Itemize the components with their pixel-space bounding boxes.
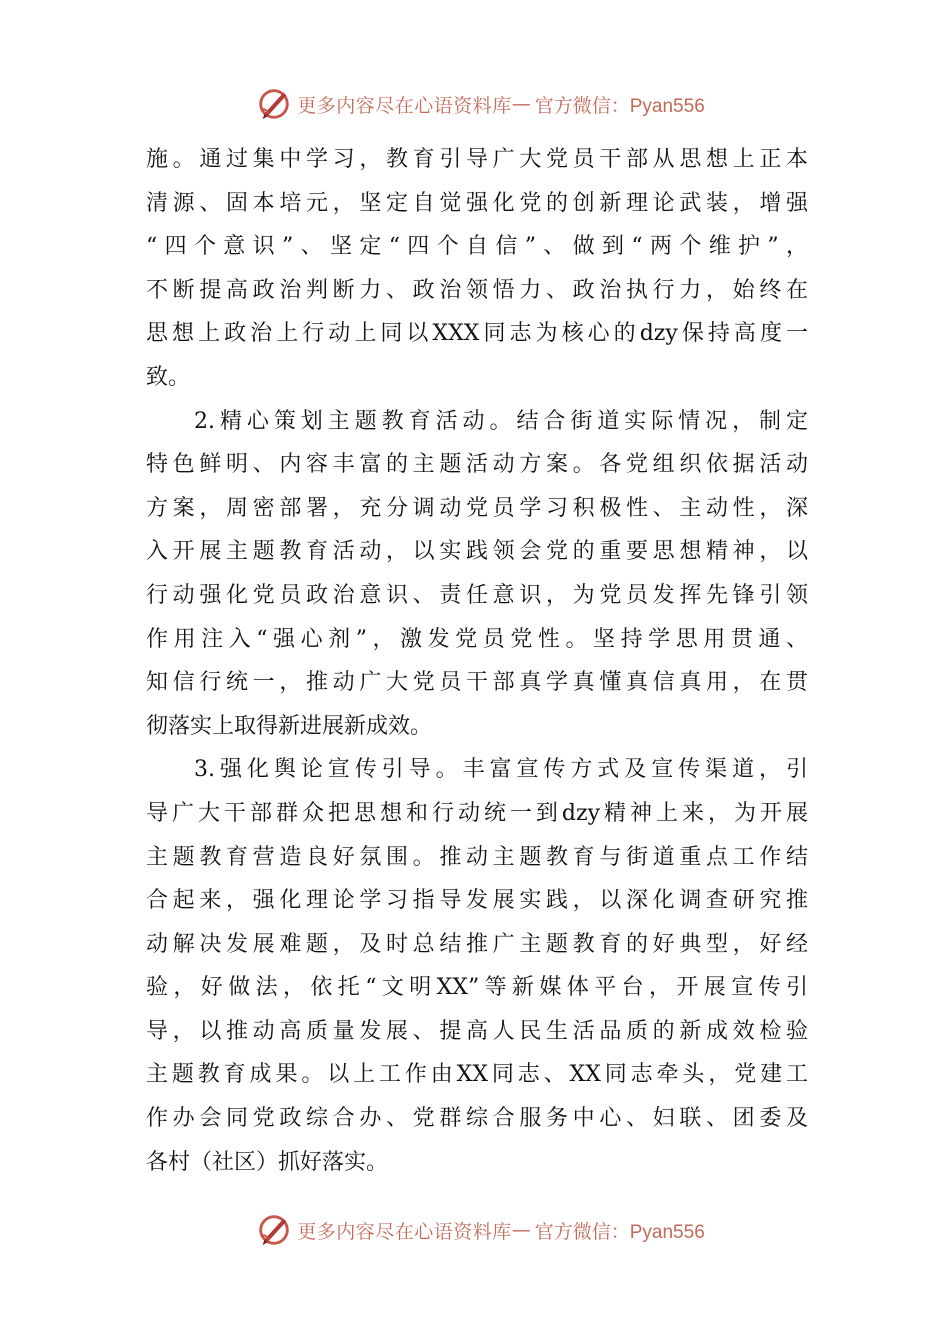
- watermark-separator: —: [511, 93, 531, 115]
- text-line: 清源、固本培元，坚定自觉强化党的创新理论武装，增强: [146, 190, 808, 216]
- text-line: 3.强化舆论宣传引导。丰富宣传方式及宣传渠道，引: [194, 757, 808, 783]
- text-line: 动解决发展难题，及时总结推广主题教育的好典型，好经: [146, 931, 808, 957]
- header-watermark: [0, 84, 950, 124]
- text-line: 彻落实上取得新进展新成效。: [146, 713, 433, 739]
- text-line: 2.精心策划主题教育活动。结合街道实际情况，制定: [194, 408, 808, 434]
- document-body: [146, 138, 808, 1184]
- watermark-contact: 官方微信：Pyan556: [534, 95, 705, 117]
- text-line: 主题教育成果。以上工作由XX同志、XX同志牵头，党建工: [146, 1062, 808, 1088]
- text-line: 主题教育营造良好氛围。推动主题教育与街道重点工作结: [146, 844, 808, 870]
- text-line: 方案，周密部署，充分调动党员学习积极性、主动性，深: [146, 495, 808, 521]
- paragraph-3: [146, 748, 808, 1184]
- text-line: 导广大干部群众把思想和行动统一到dzy精神上来，为开展: [146, 800, 808, 826]
- text-line: 导，以推动高质量发展、提高人民生活品质的新成效检验: [146, 1018, 808, 1044]
- watermark-separator: —: [511, 1219, 531, 1241]
- text-line: 不断提高政治判断力、政治领悟力、政治执行力，始终在: [146, 277, 808, 303]
- watermark-text: 更多内容尽在心语资料库: [297, 1220, 512, 1243]
- text-line: 施。通过集中学习，教育引导广大党员干部从思想上正本: [146, 147, 808, 172]
- text-line: 致。: [146, 364, 191, 390]
- watermark-text: 更多内容尽在心语资料库: [297, 94, 512, 117]
- text-line: 入开展主题教育活动，以实践领会党的重要思想精神，以: [146, 539, 808, 565]
- text-line: 作用注入“强心剂”，激发党员党性。坚持学思用贯通、: [146, 626, 808, 652]
- text-line: 合起来，强化理论学习指导发展实践，以深化调查研究推: [146, 888, 808, 914]
- watermark-contact: 官方微信：Pyan556: [534, 1221, 705, 1243]
- text-line: 作办会同党政综合办、党群综合服务中心、妇联、团委及: [146, 1106, 808, 1132]
- footer-watermark: [0, 1210, 950, 1250]
- text-line: 知信行统一，推动广大党员干部真学真懂真信真用，在贯: [146, 670, 808, 696]
- text-line: 行动强化党员政治意识、责任意识，为党员发挥先锋引领: [146, 582, 808, 608]
- text-line: 各村（社区）抓好落实。: [146, 1149, 389, 1175]
- paragraph-2: [146, 400, 808, 749]
- paragraph-1: [146, 138, 808, 400]
- text-line: “四个意识”、坚定“四个自信”、做到“两个维护”，: [146, 234, 808, 260]
- pen-logo-icon: [255, 85, 293, 123]
- text-line: 特色鲜明、内容丰富的主题活动方案。各党组织依据活动: [146, 452, 808, 478]
- text-line: 验，好做法，依托“文明XX”等新媒体平台，开展宣传引: [146, 975, 808, 1001]
- text-line: 思想上政治上行动上同以XXX同志为核心的dzy保持高度一: [146, 321, 808, 347]
- pen-logo-icon: [255, 1211, 293, 1249]
